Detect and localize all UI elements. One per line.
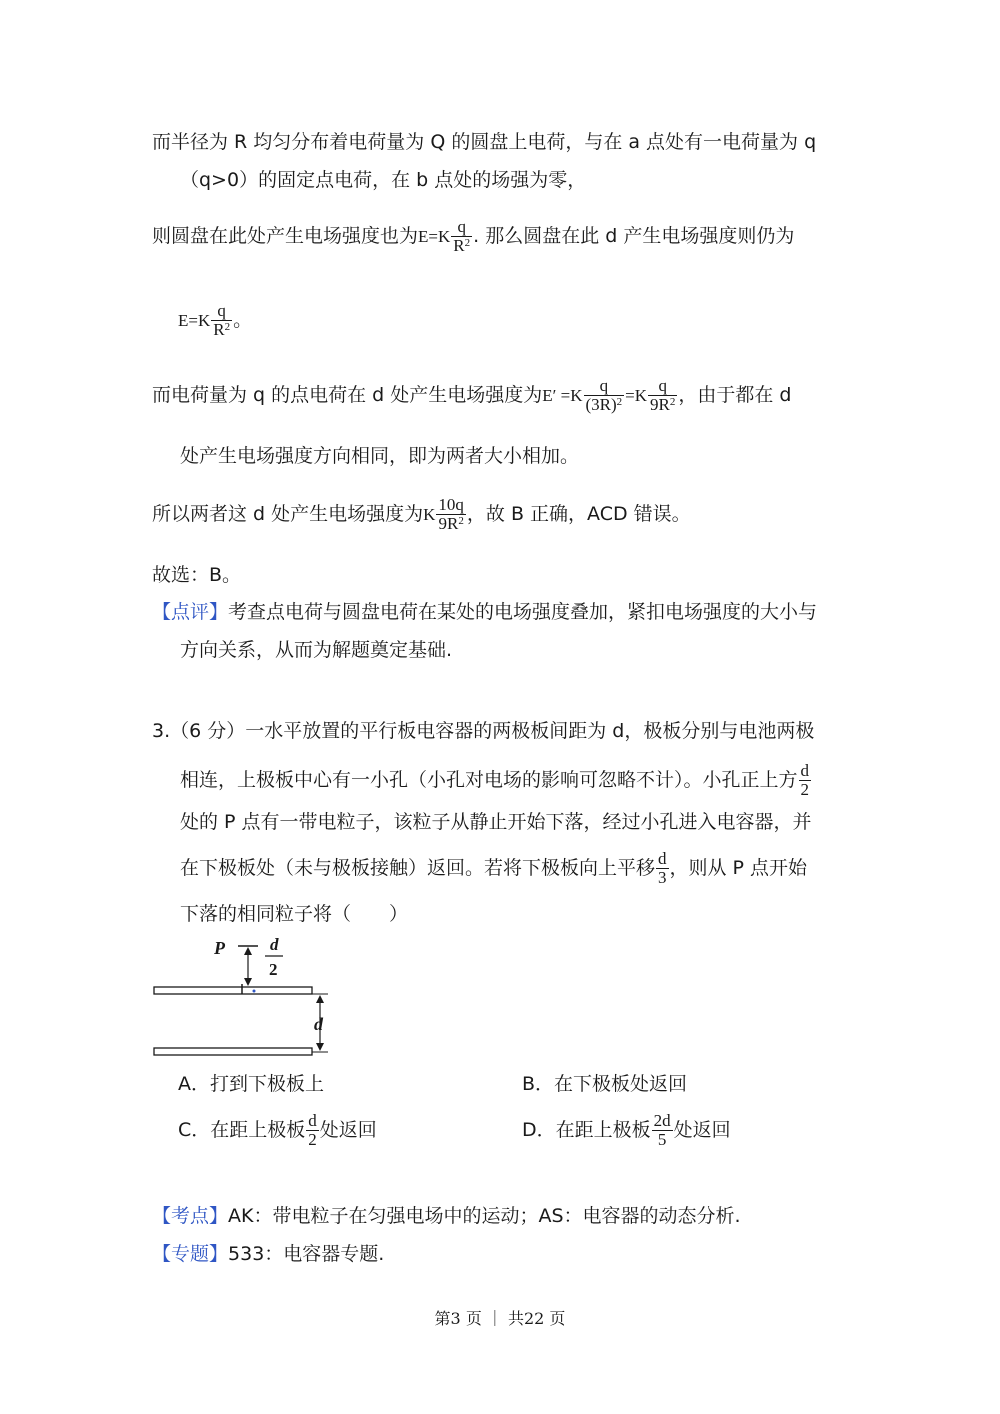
upper-plate xyxy=(154,987,312,994)
figure-label-d: d xyxy=(314,1014,323,1034)
solution-line-5-text-b: ，由于都在 d xyxy=(678,384,792,406)
option-b[interactable]: B．在下极板处返回 xyxy=(522,1073,688,1095)
fraction-numerator: 10q xyxy=(438,495,464,514)
fraction-numerator: 2d xyxy=(653,1111,671,1130)
eq-e-prefix: E=K xyxy=(178,311,211,330)
fraction-numerator: q xyxy=(451,218,472,237)
fraction-numerator: q xyxy=(211,302,232,321)
fraction-q-over-r2 xyxy=(211,302,232,339)
fraction-d-over-2 xyxy=(799,762,812,799)
fraction-q-over-r2 xyxy=(451,218,472,255)
figure-label-d-numerator: d xyxy=(270,935,279,954)
fraction-q-over-3r2 xyxy=(584,377,625,414)
fraction-numerator: q xyxy=(648,377,677,396)
zhuanti-line xyxy=(152,1240,384,1268)
review-tag: 【点评】 xyxy=(152,601,229,623)
option-c-text-a: C．在距上极板 xyxy=(178,1119,306,1141)
fraction-numerator: d xyxy=(658,849,667,868)
gap-arrow-head-up xyxy=(316,995,324,1003)
solution-line-4 xyxy=(178,302,252,339)
arrow-head-down xyxy=(244,978,252,986)
question-line-4-text-a: 在下极板处（未与极板接触）返回。若将下极板向上平移 xyxy=(180,857,656,879)
fraction-10q-over-9r2 xyxy=(436,496,466,533)
question-line-5: 下落的相同粒子将（ ） xyxy=(180,903,409,925)
fraction-numerator: d xyxy=(800,761,810,780)
kaodian-text: AK：带电粒子在匀强电场中的运动；AS：电容器的动态分析. xyxy=(228,1205,741,1227)
solution-line-7 xyxy=(152,496,691,533)
solution-line-3-text-b: . 那么圆盘在此 d 产生电场强度则仍为 xyxy=(473,225,795,247)
option-d-text-b: 处返回 xyxy=(673,1119,731,1141)
fraction-numerator: q xyxy=(584,377,625,396)
solution-line-3 xyxy=(152,218,794,255)
question-line-4 xyxy=(180,850,807,887)
review-line-2: 方向关系，从而为解题奠定基础. xyxy=(180,639,453,661)
eq-k: K xyxy=(423,505,436,524)
option-c-text-b: 处返回 xyxy=(319,1119,377,1141)
arrow-head-up xyxy=(244,947,252,955)
lower-plate xyxy=(154,1048,312,1055)
question-line-4-text-b: ，则从 P 点开始 xyxy=(669,857,808,879)
review-text-1: 考查点电荷与圆盘电荷在某处的电场强度叠加，紧扣电场强度的大小与 xyxy=(228,601,818,623)
solution-line-7-text-b: ，故 B 正确，ACD 错误。 xyxy=(466,503,691,525)
figure-label-p: P xyxy=(214,938,225,958)
particle-dot xyxy=(253,990,256,993)
fraction-denominator: $R^2$ xyxy=(453,236,471,255)
solution-line-2: （q>0）的固定点电荷，在 b 点处的场强为零， xyxy=(180,169,587,191)
solution-line-1: 而半径为 R 均匀分布着电荷量为 Q 的圆盘上电荷，与在 a 点处有一电荷量为 q xyxy=(152,131,817,153)
fraction-denominator: $(3R)^2$ xyxy=(585,395,623,414)
fraction-q-over-9r2 xyxy=(648,377,677,414)
fraction-numerator: d xyxy=(308,1111,317,1130)
solution-line-3-text-a: 则圆盘在此处产生电场强度也为 xyxy=(152,225,419,247)
question-line-2-text: 相连，上极板中心有一小孔（小孔对电场的影响可忽略不计）。小孔正上方 xyxy=(180,769,798,791)
zhuanti-text: 533：电容器专题. xyxy=(228,1243,385,1265)
eq-equals-k: =K xyxy=(625,386,648,405)
fraction-denominator: 2 xyxy=(308,1130,317,1149)
fraction-denominator: $9R^2$ xyxy=(650,395,676,414)
question-line-3: 处的 P 点有一带电粒子，该粒子从静止开始下落，经过小孔进入电容器，并 xyxy=(180,811,812,833)
solution-line-7-text-a: 所以两者这 d 处产生电场强度为 xyxy=(152,503,424,525)
review-line-1 xyxy=(152,598,817,626)
solution-line-6: 处产生电场强度方向相同，即为两者大小相加。 xyxy=(180,445,580,467)
question-line-2 xyxy=(180,762,812,799)
option-c[interactable] xyxy=(178,1112,377,1149)
fraction-denominator: 2 xyxy=(800,780,810,799)
solution-line-5 xyxy=(152,377,792,414)
question-line-1: 3.（6 分）一水平放置的平行板电容器的两极板间距为 d，极板分别与电池两极 xyxy=(152,720,815,742)
kaodian-line xyxy=(152,1202,741,1230)
page-footer: 第3 页 ｜ 共22 页 xyxy=(434,1309,566,1328)
kaodian-tag: 【考点】 xyxy=(152,1205,229,1227)
option-d[interactable] xyxy=(522,1112,731,1149)
capacitor-diagram xyxy=(150,932,340,1067)
solution-answer: 故选：B。 xyxy=(152,564,242,586)
fraction-denominator: $9R^2$ xyxy=(438,514,464,533)
figure-label-d-denominator: 2 xyxy=(269,960,278,979)
fraction-d-over-3 xyxy=(656,850,669,887)
eq-e-prime: E′ =K xyxy=(542,386,583,405)
solution-line-5-text-a: 而电荷量为 q 的点电荷在 d 处产生电场强度为 xyxy=(152,384,543,406)
eq-e-prefix: E=K xyxy=(418,227,451,246)
fraction-denominator: 5 xyxy=(657,1130,667,1149)
option-a[interactable]: A．打到下极板上 xyxy=(178,1073,324,1095)
zhuanti-tag: 【专题】 xyxy=(152,1243,229,1265)
fraction-d-over-2 xyxy=(306,1112,319,1149)
fraction-denominator: $R^2$ xyxy=(213,320,231,339)
option-d-text-a: D．在距上极板 xyxy=(522,1119,651,1141)
fraction-2d-over-5 xyxy=(652,1112,673,1149)
gap-arrow-head-down xyxy=(316,1043,324,1051)
solution-line-4-suffix: 。 xyxy=(233,309,253,331)
fraction-denominator: 3 xyxy=(658,868,667,887)
